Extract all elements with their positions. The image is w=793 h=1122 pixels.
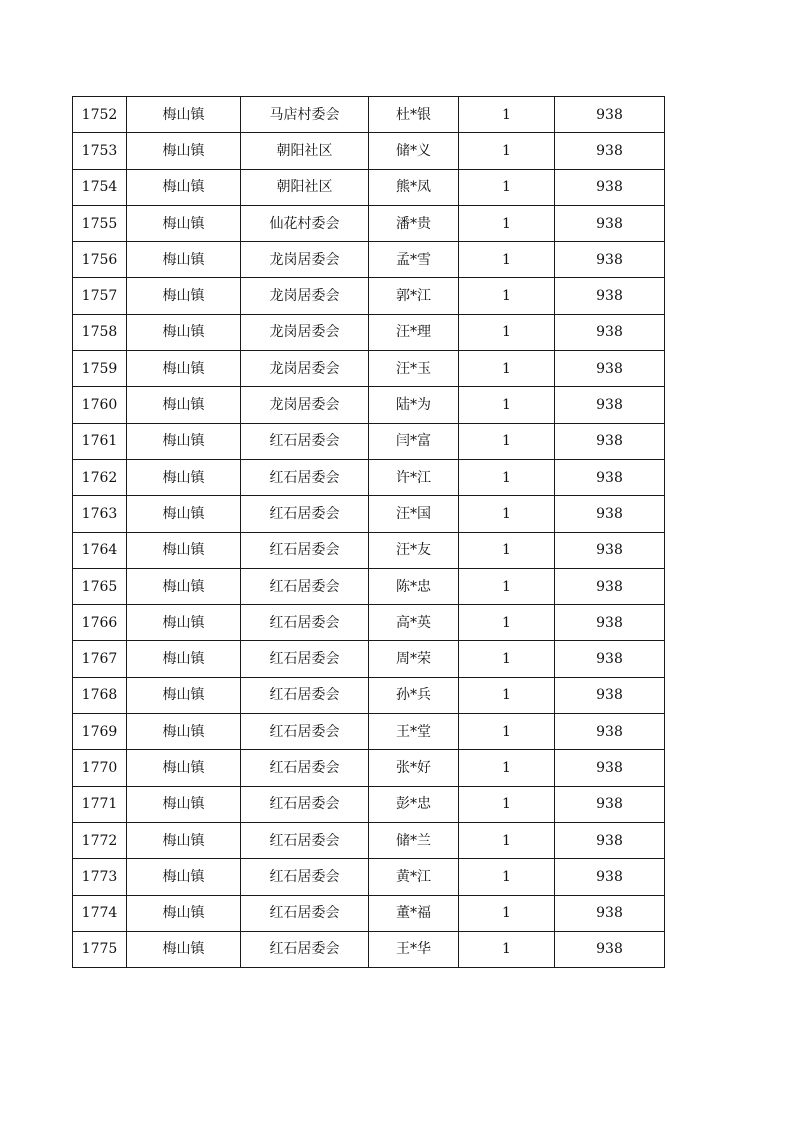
cell-person-name: 潘*贵 — [369, 205, 459, 241]
roster-table — [72, 96, 665, 968]
table-row — [73, 97, 665, 133]
cell-town: 梅山镇 — [127, 169, 241, 205]
cell-community: 马店村委会 — [241, 97, 369, 133]
cell-count: 1 — [459, 605, 555, 641]
cell-amount: 938 — [555, 750, 665, 786]
table-row — [73, 351, 665, 387]
cell-count: 1 — [459, 459, 555, 495]
cell-community: 红石居委会 — [241, 786, 369, 822]
cell-serial-number: 1758 — [73, 314, 127, 350]
cell-town: 梅山镇 — [127, 387, 241, 423]
table-row — [73, 496, 665, 532]
table-row — [73, 750, 665, 786]
cell-count: 1 — [459, 97, 555, 133]
cell-amount: 938 — [555, 677, 665, 713]
cell-person-name: 陈*忠 — [369, 568, 459, 604]
cell-town: 梅山镇 — [127, 351, 241, 387]
cell-community: 红石居委会 — [241, 605, 369, 641]
cell-amount: 938 — [555, 278, 665, 314]
table-row — [73, 459, 665, 495]
cell-count: 1 — [459, 859, 555, 895]
cell-count: 1 — [459, 750, 555, 786]
cell-town: 梅山镇 — [127, 641, 241, 677]
cell-serial-number: 1756 — [73, 242, 127, 278]
cell-community: 龙岗居委会 — [241, 278, 369, 314]
cell-amount: 938 — [555, 169, 665, 205]
cell-amount: 938 — [555, 133, 665, 169]
cell-town: 梅山镇 — [127, 496, 241, 532]
table-row — [73, 205, 665, 241]
cell-community: 龙岗居委会 — [241, 242, 369, 278]
cell-community: 红石居委会 — [241, 641, 369, 677]
cell-count: 1 — [459, 641, 555, 677]
cell-amount: 938 — [555, 242, 665, 278]
cell-town: 梅山镇 — [127, 568, 241, 604]
cell-town: 梅山镇 — [127, 278, 241, 314]
cell-serial-number: 1753 — [73, 133, 127, 169]
cell-town: 梅山镇 — [127, 97, 241, 133]
cell-town: 梅山镇 — [127, 750, 241, 786]
cell-person-name: 孙*兵 — [369, 677, 459, 713]
cell-serial-number: 1767 — [73, 641, 127, 677]
cell-community: 朝阳社区 — [241, 133, 369, 169]
cell-serial-number: 1760 — [73, 387, 127, 423]
cell-town: 梅山镇 — [127, 822, 241, 858]
cell-community: 朝阳社区 — [241, 169, 369, 205]
cell-person-name: 孟*雪 — [369, 242, 459, 278]
table-row — [73, 314, 665, 350]
cell-town: 梅山镇 — [127, 786, 241, 822]
table-row — [73, 786, 665, 822]
cell-town: 梅山镇 — [127, 714, 241, 750]
cell-amount: 938 — [555, 568, 665, 604]
cell-person-name: 陆*为 — [369, 387, 459, 423]
cell-count: 1 — [459, 205, 555, 241]
cell-serial-number: 1759 — [73, 351, 127, 387]
cell-town: 梅山镇 — [127, 859, 241, 895]
cell-town: 梅山镇 — [127, 242, 241, 278]
cell-person-name: 高*英 — [369, 605, 459, 641]
table-row — [73, 641, 665, 677]
cell-serial-number: 1752 — [73, 97, 127, 133]
cell-count: 1 — [459, 532, 555, 568]
cell-amount: 938 — [555, 859, 665, 895]
cell-amount: 938 — [555, 532, 665, 568]
cell-amount: 938 — [555, 786, 665, 822]
cell-count: 1 — [459, 351, 555, 387]
cell-person-name: 许*江 — [369, 459, 459, 495]
cell-serial-number: 1761 — [73, 423, 127, 459]
cell-count: 1 — [459, 242, 555, 278]
cell-town: 梅山镇 — [127, 931, 241, 967]
cell-community: 红石居委会 — [241, 822, 369, 858]
cell-amount: 938 — [555, 714, 665, 750]
cell-serial-number: 1772 — [73, 822, 127, 858]
cell-community: 红石居委会 — [241, 532, 369, 568]
cell-serial-number: 1774 — [73, 895, 127, 931]
cell-amount: 938 — [555, 423, 665, 459]
cell-count: 1 — [459, 169, 555, 205]
cell-serial-number: 1768 — [73, 677, 127, 713]
cell-amount: 938 — [555, 351, 665, 387]
cell-community: 红石居委会 — [241, 931, 369, 967]
cell-town: 梅山镇 — [127, 133, 241, 169]
cell-person-name: 汪*理 — [369, 314, 459, 350]
roster-table-body — [73, 97, 665, 968]
cell-town: 梅山镇 — [127, 205, 241, 241]
cell-person-name: 汪*国 — [369, 496, 459, 532]
cell-person-name: 熊*凤 — [369, 169, 459, 205]
table-row — [73, 532, 665, 568]
cell-town: 梅山镇 — [127, 677, 241, 713]
table-row — [73, 822, 665, 858]
cell-community: 龙岗居委会 — [241, 351, 369, 387]
cell-serial-number: 1765 — [73, 568, 127, 604]
cell-person-name: 储*兰 — [369, 822, 459, 858]
cell-community: 红石居委会 — [241, 714, 369, 750]
table-row — [73, 677, 665, 713]
cell-count: 1 — [459, 133, 555, 169]
table-row — [73, 895, 665, 931]
cell-community: 红石居委会 — [241, 496, 369, 532]
cell-amount: 938 — [555, 314, 665, 350]
cell-person-name: 郭*江 — [369, 278, 459, 314]
cell-count: 1 — [459, 387, 555, 423]
cell-count: 1 — [459, 278, 555, 314]
cell-person-name: 杜*银 — [369, 97, 459, 133]
cell-community: 红石居委会 — [241, 677, 369, 713]
cell-count: 1 — [459, 314, 555, 350]
table-row — [73, 387, 665, 423]
cell-community: 龙岗居委会 — [241, 314, 369, 350]
table-row — [73, 133, 665, 169]
cell-amount: 938 — [555, 895, 665, 931]
cell-person-name: 储*义 — [369, 133, 459, 169]
cell-amount: 938 — [555, 931, 665, 967]
cell-person-name: 王*华 — [369, 931, 459, 967]
cell-person-name: 闫*富 — [369, 423, 459, 459]
cell-town: 梅山镇 — [127, 314, 241, 350]
cell-community: 红石居委会 — [241, 750, 369, 786]
table-row — [73, 278, 665, 314]
cell-count: 1 — [459, 677, 555, 713]
cell-community: 红石居委会 — [241, 568, 369, 604]
cell-person-name: 彭*忠 — [369, 786, 459, 822]
table-row — [73, 423, 665, 459]
table-row — [73, 169, 665, 205]
cell-amount: 938 — [555, 496, 665, 532]
cell-count: 1 — [459, 568, 555, 604]
cell-count: 1 — [459, 496, 555, 532]
cell-community: 红石居委会 — [241, 459, 369, 495]
cell-serial-number: 1775 — [73, 931, 127, 967]
cell-serial-number: 1773 — [73, 859, 127, 895]
table-row — [73, 605, 665, 641]
table-row — [73, 568, 665, 604]
cell-amount: 938 — [555, 205, 665, 241]
cell-serial-number: 1757 — [73, 278, 127, 314]
cell-serial-number: 1755 — [73, 205, 127, 241]
cell-serial-number: 1763 — [73, 496, 127, 532]
cell-count: 1 — [459, 714, 555, 750]
cell-person-name: 张*好 — [369, 750, 459, 786]
cell-serial-number: 1754 — [73, 169, 127, 205]
cell-amount: 938 — [555, 459, 665, 495]
cell-town: 梅山镇 — [127, 459, 241, 495]
cell-serial-number: 1762 — [73, 459, 127, 495]
cell-person-name: 董*福 — [369, 895, 459, 931]
cell-person-name: 黄*江 — [369, 859, 459, 895]
table-row — [73, 242, 665, 278]
table-row — [73, 859, 665, 895]
cell-serial-number: 1764 — [73, 532, 127, 568]
cell-serial-number: 1770 — [73, 750, 127, 786]
cell-count: 1 — [459, 895, 555, 931]
cell-town: 梅山镇 — [127, 605, 241, 641]
table-row — [73, 714, 665, 750]
cell-count: 1 — [459, 931, 555, 967]
cell-community: 龙岗居委会 — [241, 387, 369, 423]
cell-community: 红石居委会 — [241, 895, 369, 931]
cell-person-name: 汪*玉 — [369, 351, 459, 387]
cell-person-name: 周*荣 — [369, 641, 459, 677]
cell-amount: 938 — [555, 387, 665, 423]
cell-community: 仙花村委会 — [241, 205, 369, 241]
cell-town: 梅山镇 — [127, 423, 241, 459]
cell-community: 红石居委会 — [241, 423, 369, 459]
cell-town: 梅山镇 — [127, 532, 241, 568]
cell-amount: 938 — [555, 97, 665, 133]
cell-count: 1 — [459, 822, 555, 858]
cell-serial-number: 1771 — [73, 786, 127, 822]
table-row — [73, 931, 665, 967]
cell-amount: 938 — [555, 641, 665, 677]
cell-amount: 938 — [555, 605, 665, 641]
cell-amount: 938 — [555, 822, 665, 858]
cell-count: 1 — [459, 786, 555, 822]
cell-serial-number: 1766 — [73, 605, 127, 641]
cell-town: 梅山镇 — [127, 895, 241, 931]
cell-community: 红石居委会 — [241, 859, 369, 895]
cell-count: 1 — [459, 423, 555, 459]
cell-serial-number: 1769 — [73, 714, 127, 750]
cell-person-name: 汪*友 — [369, 532, 459, 568]
cell-person-name: 王*堂 — [369, 714, 459, 750]
